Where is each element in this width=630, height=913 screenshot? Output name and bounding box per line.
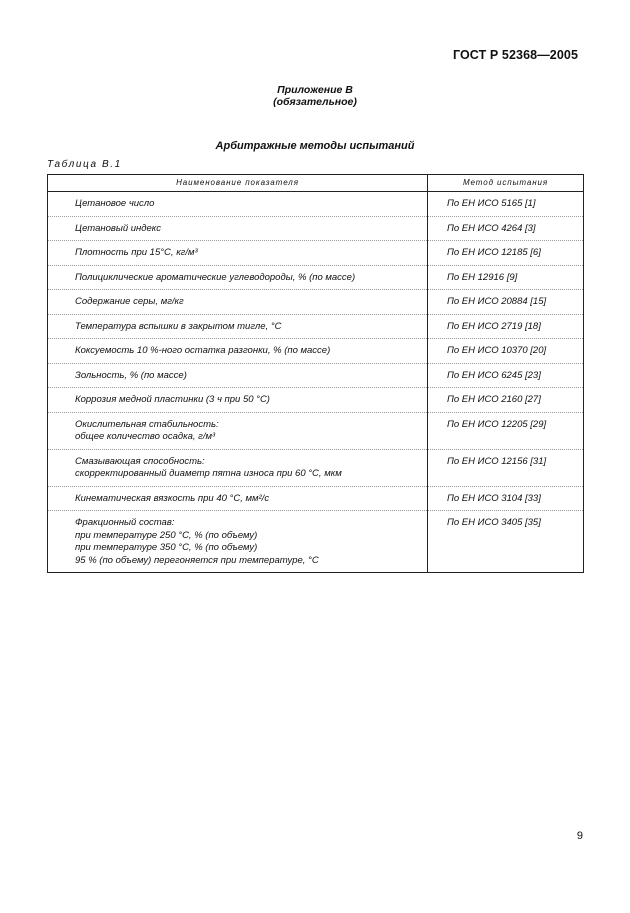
standard-code: ГОСТ Р 52368—2005 [452,48,578,62]
table-row [48,486,584,511]
indicator-text: общее количество осадка, г/м³ [75,431,216,442]
table-header-row [48,175,584,192]
indicator-text: Полициклические ароматические углеводороды, % (по массе) [75,271,356,283]
indicator-text: 95 % (по объему) перегоняется при температуре, °С [75,554,319,566]
table-row [48,290,584,315]
table-row [48,216,584,241]
table-row [48,449,584,486]
method-cell: По ЕН ИСО 3405 [35] [428,511,584,573]
method-cell: По ЕН ИСО 6245 [23] [428,363,584,388]
indicator-text: Коксуемость 10 %-ного остатка разгонки, % (по массе) [75,345,331,356]
indicator-text: Плотность при 15°С, кг/м³ [75,247,198,258]
indicator-text: Зольность, % (по массе) [75,369,187,381]
page-number: 9 [576,830,583,842]
annex-status: (обязательное) [273,96,357,108]
table-row [48,314,584,339]
indicator-text: Цетановое число [75,198,155,209]
indicator-cell [48,216,428,241]
table-row [48,192,584,217]
indicator-text: Температура вспышки в закрытом тигле, °С [75,320,282,332]
column-header-method: Метод испытания [428,175,584,192]
indicator-cell [48,412,428,449]
method-cell: По ЕН ИСО 2719 [18] [428,314,584,339]
indicator-text: Окислительная стабильность: [75,418,219,430]
table-row [48,339,584,364]
method-cell: По ЕН ИСО 2160 [27] [428,388,584,413]
table-row [48,241,584,266]
method-cell: По ЕН ИСО 4264 [3] [428,216,584,241]
indicator-cell [48,339,428,364]
table-row [48,511,584,573]
indicator-text: Кинематическая вязкость при 40 °С, мм²/с [75,492,270,504]
indicator-text: при температуре 350 °С, % (по объему) [75,542,258,553]
indicator-cell [48,241,428,266]
table-caption: Таблица В.1 [47,159,122,170]
indicator-text: скорректированный диаметр пятна износа при 60 °С, мкм [75,468,342,479]
indicator-cell [48,314,428,339]
method-cell: По ЕН 12916 [9] [428,265,584,290]
indicator-text: Содержание серы, мг/кг [75,296,184,307]
method-cell: По ЕН ИСО 10370 [20] [428,339,584,364]
column-header-indicator: Наименование показателя [48,175,428,192]
indicator-cell [48,192,428,217]
table-row [48,412,584,449]
indicator-cell [48,486,428,511]
indicator-text: Цетановый индекс [75,222,161,234]
method-cell: По ЕН ИСО 12156 [31] [428,449,584,486]
table-row [48,388,584,413]
method-cell: По ЕН ИСО 3104 [33] [428,486,584,511]
annex-heading [0,84,630,108]
method-cell: По ЕН ИСО 20884 [15] [428,290,584,315]
indicator-text: Коррозия медной пластинки (3 ч при 50 °С) [75,394,270,405]
test-methods-table [47,174,584,573]
table-row [48,265,584,290]
section-title: Арбитражные методы испытаний [215,140,415,152]
indicator-cell [48,290,428,315]
annex-title: Приложение В [277,84,353,96]
indicator-text: Смазывающая способность: [75,455,205,467]
method-cell: По ЕН ИСО 12205 [29] [428,412,584,449]
method-cell: По ЕН ИСО 12185 [6] [428,241,584,266]
method-cell: По ЕН ИСО 5165 [1] [428,192,584,217]
indicator-text: при температуре 250 °С, % (по объему) [75,529,258,541]
indicator-text: Фракционный состав: [75,517,175,528]
indicator-cell [48,388,428,413]
indicator-cell [48,363,428,388]
indicator-cell [48,449,428,486]
indicator-cell [48,511,428,573]
indicator-cell [48,265,428,290]
table-row [48,363,584,388]
